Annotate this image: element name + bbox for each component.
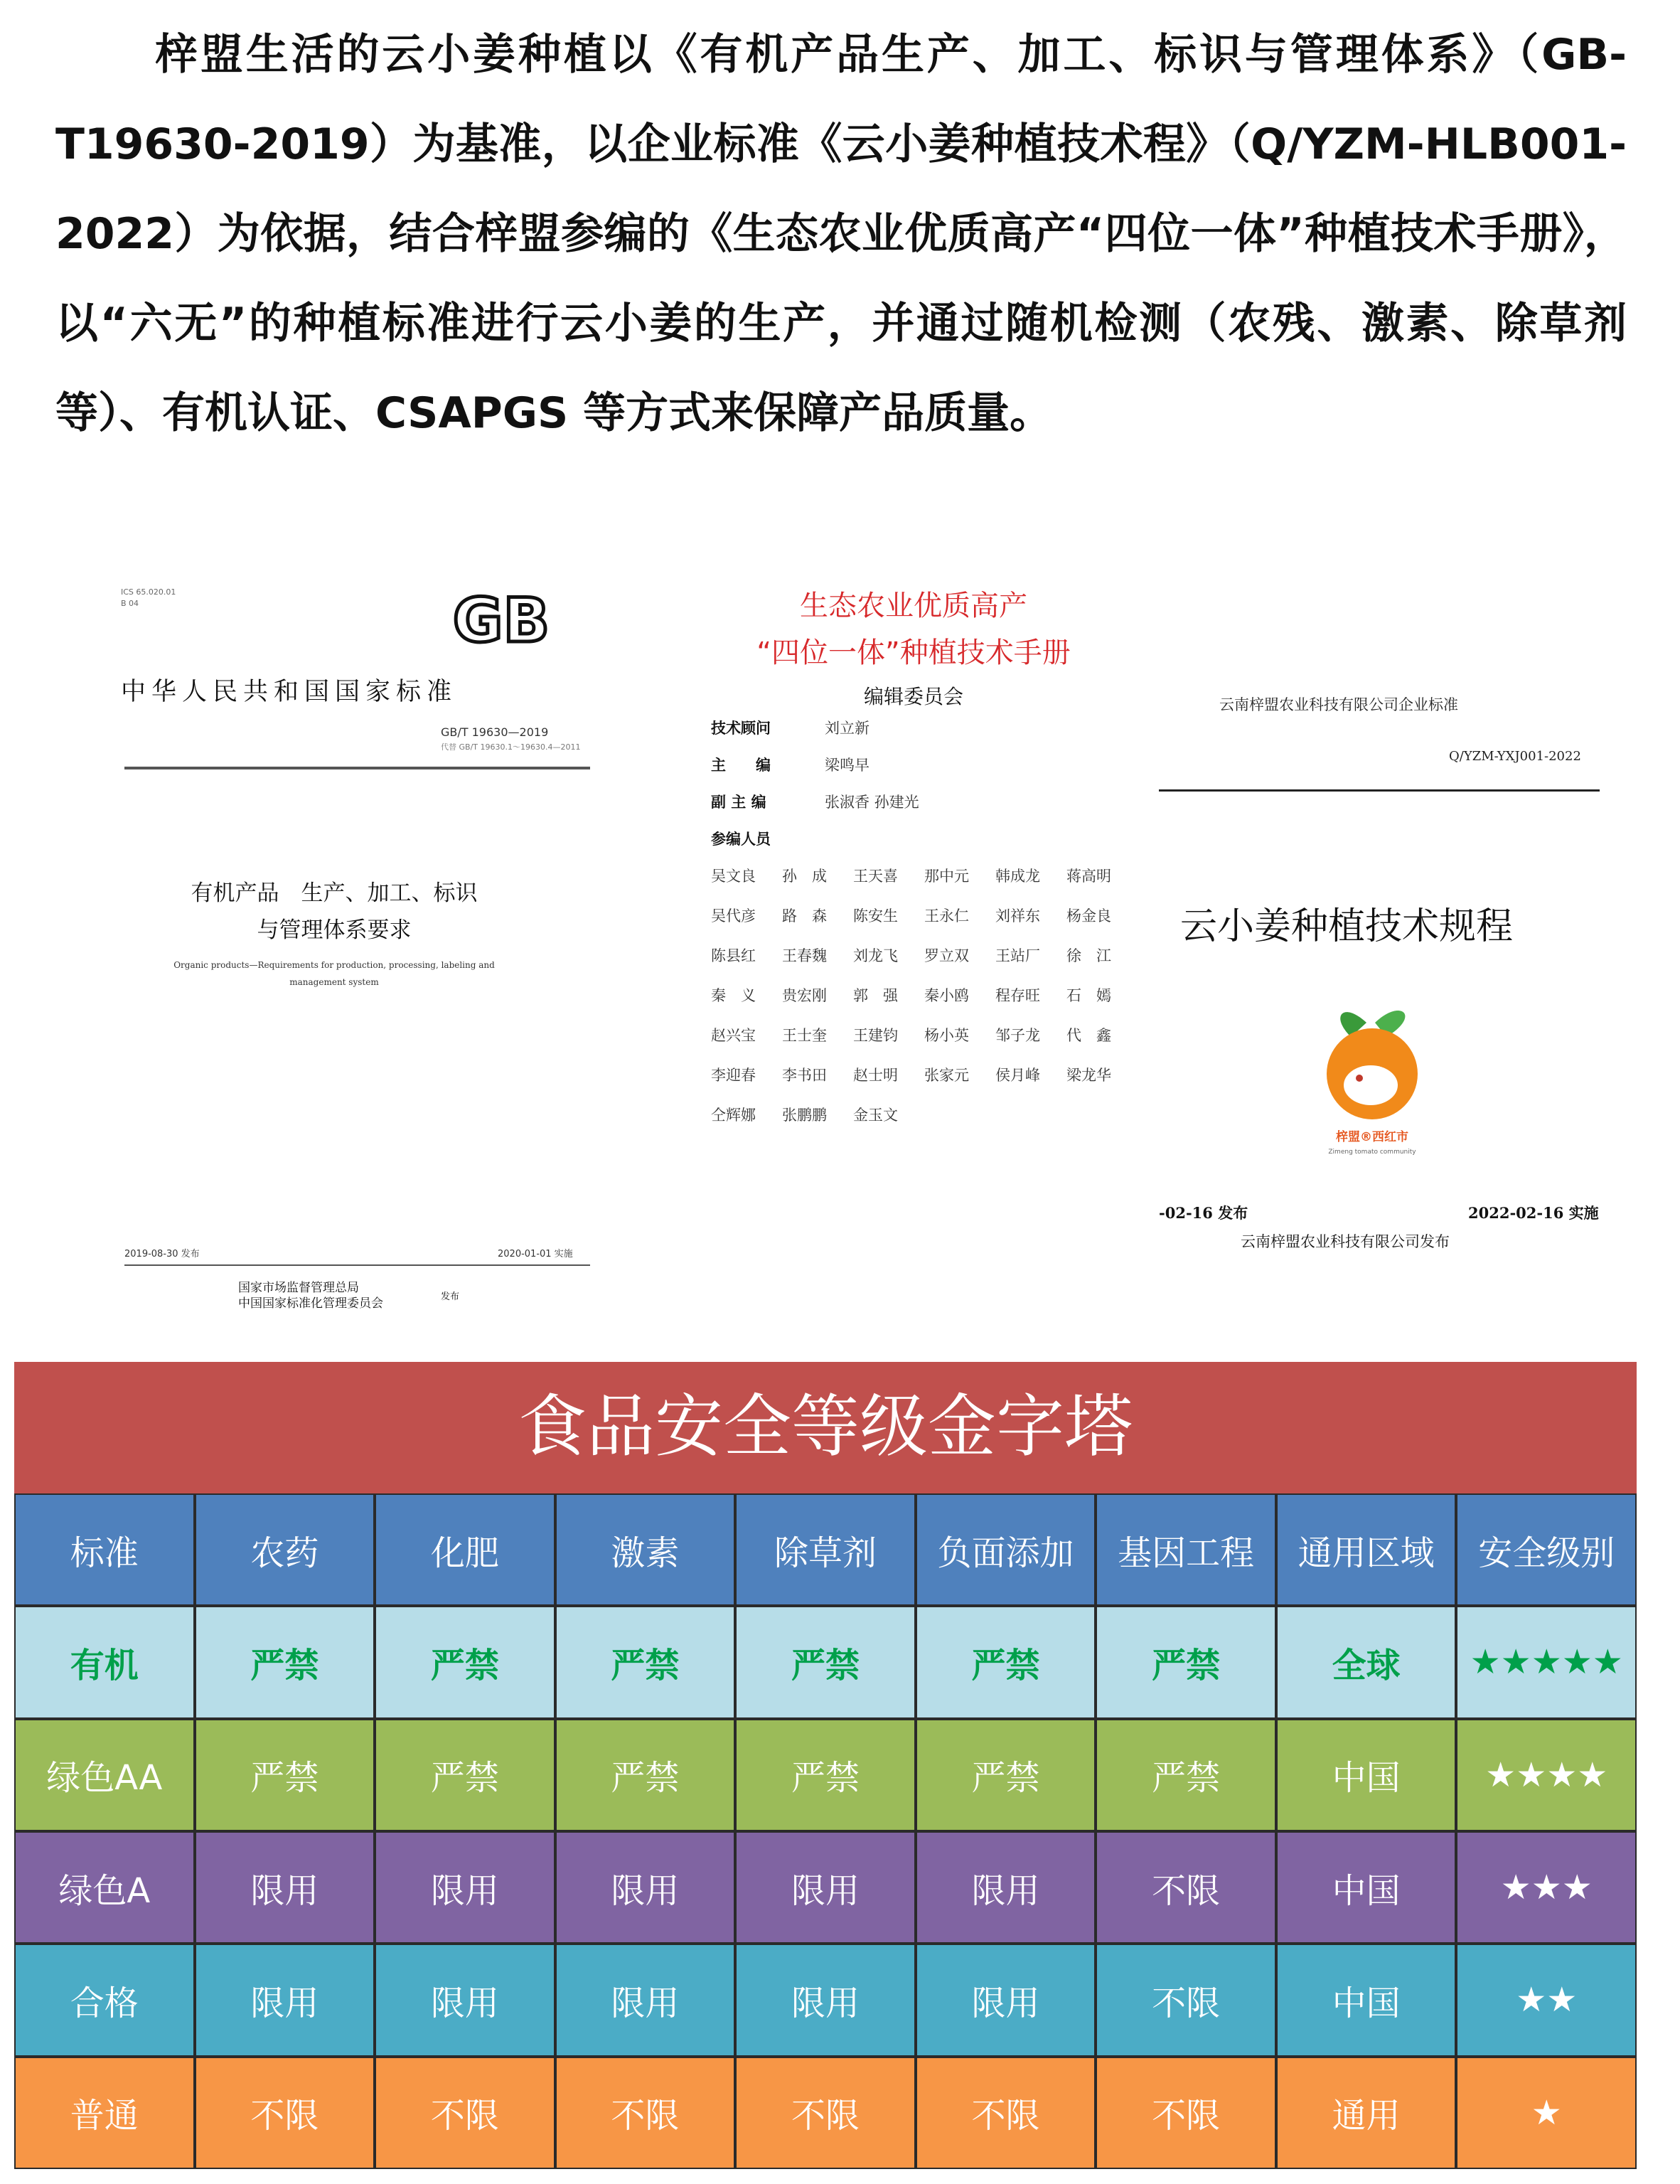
table-cell: 不限	[1096, 1944, 1276, 2056]
table-cell: 限用	[916, 1944, 1096, 2056]
table-cell: 限用	[375, 1944, 555, 2056]
header-cell: 化肥	[375, 1493, 555, 1606]
gb-country-title: 中华人民共和国国家标准	[121, 678, 458, 706]
member-name: 仝辉娜	[711, 1107, 756, 1124]
member-name: 王永仁	[924, 907, 969, 925]
member-name: 代 鑫	[1066, 1027, 1111, 1044]
role-value: 梁鸣早	[825, 757, 870, 774]
safety-stars: ★★★	[1456, 1831, 1637, 1944]
company-pub-date: -02-16 发布	[1159, 1204, 1248, 1222]
table-cell: 严禁	[735, 1719, 916, 1831]
table-cell: 严禁	[375, 1606, 555, 1718]
table-cell: 严禁	[195, 1606, 375, 1718]
gb-title: 有机产品 生产、加工、标识 与管理体系要求	[191, 880, 478, 943]
table-cell: 限用	[735, 1831, 916, 1944]
table-cell: 严禁	[195, 1719, 375, 1831]
member-name: 邹子龙	[995, 1027, 1040, 1044]
gb-code: GB/T 19630—2019	[441, 725, 549, 739]
company-standard-cover	[1159, 555, 1657, 1344]
member-name: 李书田	[782, 1067, 827, 1084]
member-name: 刘龙飞	[853, 947, 898, 964]
member-name: 吴文良	[711, 868, 756, 885]
table-cell: 中国	[1276, 1831, 1457, 1944]
member-name: 徐 江	[1066, 947, 1111, 964]
member-name: 贵宏刚	[782, 987, 827, 1004]
member-name: 路 森	[782, 907, 827, 925]
table-cell: 限用	[195, 1831, 375, 1944]
member-name: 吴代彦	[711, 907, 756, 925]
member-name: 杨小英	[924, 1027, 969, 1044]
gb-issuer: 国家市场监督管理总局 中国国家标准化管理委员会	[238, 1281, 383, 1311]
manual-committee: 编辑委员会	[863, 685, 963, 708]
table-cell: 中国	[1276, 1719, 1457, 1831]
header-cell: 安全级别	[1456, 1493, 1637, 1606]
table-cell: 有机	[14, 1606, 195, 1718]
gb-standard-cover	[107, 562, 604, 1337]
table-cell: 严禁	[1096, 1719, 1276, 1831]
table-cell: 中国	[1276, 1944, 1457, 2056]
member-name: 秦 义	[711, 987, 756, 1004]
member-name: 程存旺	[995, 987, 1040, 1004]
divider	[124, 767, 590, 769]
table-cell: 严禁	[916, 1606, 1096, 1718]
member-name: 梁龙华	[1066, 1067, 1111, 1084]
member-name: 王建钧	[853, 1027, 898, 1044]
gb-replace: 代替 GB/T 19630.1～19630.4—2011	[441, 742, 581, 752]
company-code: Q/YZM-YXJ001-2022	[1449, 749, 1581, 764]
member-name: 蒋高明	[1066, 868, 1111, 885]
intro-paragraph: 梓盟生活的云小姜种植以《有机产品生产、加工、标识与管理体系》（GB-T19630-2019）为基准，以企业标准《云小姜种植技术程》（Q/YZM-HLB001-2022）为依据，结合梓盟参编的《生态农业优质高产“四位一体”种植技术手册》，以“六无”的种植标准进行云小姜的生产，并通过随机检测（农残、激素、除草剂等）、有机认证、CSAPGS 等方式来保障产品质量。	[55, 30, 1627, 438]
divider	[1159, 789, 1600, 792]
table-cell: 绿色AA	[14, 1719, 195, 1831]
role-label: 主 编	[711, 757, 771, 774]
table-cell: 不限	[916, 2057, 1096, 2169]
table-cell: 普通	[14, 2057, 195, 2169]
table-cell: 绿色A	[14, 1831, 195, 1944]
header-cell: 基因工程	[1096, 1493, 1276, 1606]
member-name: 石 嫣	[1066, 987, 1111, 1004]
member-name: 王士奎	[782, 1027, 827, 1044]
pyramid-grid	[14, 1493, 1637, 2169]
member-name: 王春魏	[782, 947, 827, 964]
company-header: 云南梓盟农业科技有限公司企业标准	[1219, 696, 1458, 713]
role-value: 张淑香 孙建光	[825, 794, 919, 811]
member-name: 王天喜	[853, 868, 898, 885]
gb-issue-word: 发布	[441, 1291, 460, 1302]
member-list	[711, 865, 1138, 1125]
pyramid-title: 食品安全等级金字塔	[14, 1362, 1637, 1493]
table-cell: 限用	[555, 1944, 736, 2056]
table-cell: 限用	[916, 1831, 1096, 1944]
member-name: 刘祥东	[995, 907, 1040, 925]
divider	[124, 1264, 590, 1266]
table-cell: 严禁	[375, 1719, 555, 1831]
role-label: 技术顾问	[711, 720, 771, 737]
header-cell: 负面添加	[916, 1493, 1096, 1606]
table-cell: 不限	[555, 2057, 736, 2169]
table-cell: 全球	[1276, 1606, 1457, 1718]
table-cell: 不限	[195, 2057, 375, 2169]
role-label: 副 主 编	[711, 794, 766, 811]
member-name: 王站厂	[995, 947, 1040, 964]
table-cell: 限用	[375, 1831, 555, 1944]
member-name: 张鹏鹏	[782, 1107, 827, 1124]
svg-text:梓盟®西红市: 梓盟®西红市	[1336, 1130, 1408, 1144]
table-cell: 限用	[555, 1831, 736, 1944]
header-cell: 标准	[14, 1493, 195, 1606]
member-name: 张家元	[924, 1067, 969, 1084]
member-name: 那中元	[924, 868, 969, 885]
member-name: 侯月峰	[995, 1067, 1040, 1084]
company-title: 云小姜种植技术规程	[1180, 905, 1514, 948]
manual-cover	[704, 583, 1159, 1323]
table-cell: 不限	[1096, 1831, 1276, 1944]
member-name: 金玉文	[853, 1107, 898, 1124]
header-cell: 通用区域	[1276, 1493, 1457, 1606]
ics-code: ICS 65.020.01 B 04	[121, 587, 176, 608]
role-value: 刘立新	[825, 720, 870, 737]
table-cell: 不限	[735, 2057, 916, 2169]
member-name: 陈县红	[711, 947, 756, 964]
header-cell: 激素	[555, 1493, 736, 1606]
member-name: 赵士明	[853, 1067, 898, 1084]
table-cell: 严禁	[735, 1606, 916, 1718]
table-cell: 通用	[1276, 2057, 1457, 2169]
document-images	[0, 555, 1680, 1351]
svg-text:Zimeng tomato community: Zimeng tomato community	[1328, 1149, 1416, 1156]
gb-logo	[441, 589, 562, 649]
member-name: 秦小鸥	[924, 987, 969, 1004]
table-cell: 限用	[195, 1944, 375, 2056]
company-impl-date: 2022-02-16 实施	[1468, 1204, 1599, 1222]
table-cell: 不限	[375, 2057, 555, 2169]
table-cell: 严禁	[555, 1719, 736, 1831]
table-cell: 限用	[735, 1944, 916, 2056]
safety-stars: ★★	[1456, 1944, 1637, 2056]
member-name: 李迎春	[711, 1067, 756, 1084]
table-cell: 严禁	[555, 1606, 736, 1718]
table-cell: 不限	[1096, 2057, 1276, 2169]
member-name: 杨金良	[1066, 907, 1111, 925]
header-cell: 除草剂	[735, 1493, 916, 1606]
table-cell: 严禁	[916, 1719, 1096, 1831]
member-name: 罗立双	[924, 947, 969, 964]
table-cell: 合格	[14, 1944, 195, 2056]
member-name: 郭 强	[853, 987, 898, 1004]
food-safety-pyramid-table	[14, 1362, 1637, 2169]
header-cell: 农药	[195, 1493, 375, 1606]
manual-title-line1: 生态农业优质高产	[800, 590, 1027, 622]
member-name: 孙 成	[782, 868, 827, 885]
gb-impl-date: 2020-01-01 实施	[498, 1249, 573, 1259]
company-issuer: 云南梓盟农业科技有限公司发布	[1241, 1233, 1450, 1250]
safety-stars: ★★★★	[1456, 1719, 1637, 1831]
manual-title-line2: “四位一体”种植技术手册	[756, 636, 1071, 669]
safety-stars: ★	[1456, 2057, 1637, 2169]
zimeng-logo	[1301, 994, 1443, 1158]
svg-text:GB: GB	[452, 589, 550, 649]
member-name: 韩成龙	[995, 868, 1040, 885]
gb-pub-date: 2019-08-30 发布	[124, 1249, 200, 1259]
table-cell: 严禁	[1096, 1606, 1276, 1718]
member-name: 陈安生	[853, 907, 898, 925]
role-label: 参编人员	[711, 831, 771, 848]
gb-title-en: Organic products—Requirements for production, processing, labeling and management system	[173, 960, 495, 987]
safety-stars: ★★★★★	[1456, 1606, 1637, 1718]
member-name: 赵兴宝	[711, 1027, 756, 1044]
